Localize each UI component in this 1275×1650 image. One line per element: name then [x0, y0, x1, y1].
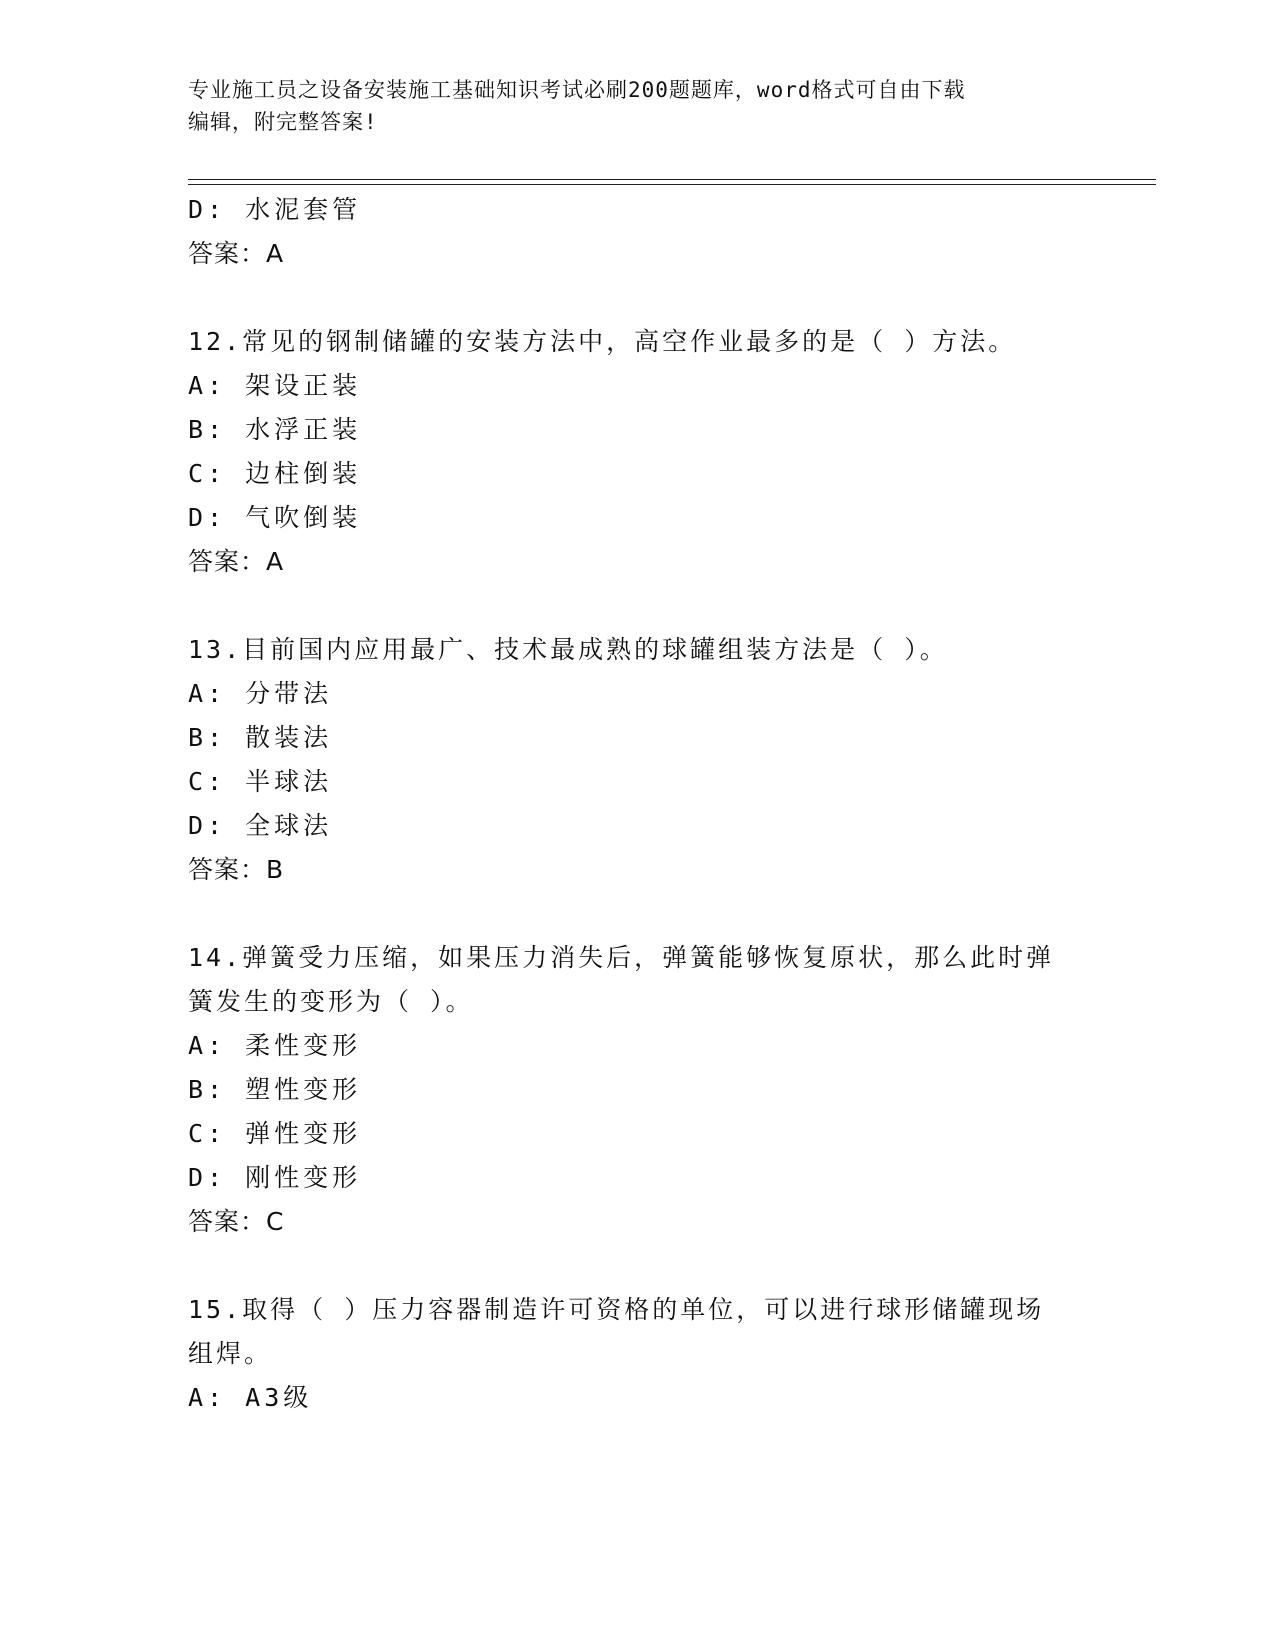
question-14-text-line-2: 簧发生的变形为（ ）。: [188, 987, 474, 1016]
question-14-option-b: B: 塑性变形: [188, 1075, 362, 1104]
question-15-text-line-1: 15.取得（ ）压力容器制造许可资格的单位，可以进行球形储罐现场: [188, 1295, 1045, 1324]
question-15-option-a: A: A3级: [188, 1383, 313, 1412]
question-14-option-d: D: 刚性变形: [188, 1163, 362, 1192]
question-13-option-b: B: 散装法: [188, 723, 333, 752]
question-14-answer: 答案：C: [188, 1207, 285, 1236]
question-14-text-line-1: 14.弹簧受力压缩，如果压力消失后，弹簧能够恢复原状，那么此时弹: [188, 943, 1055, 972]
question-12-option-c: C: 边柱倒装: [188, 459, 362, 488]
question-12-option-a: A: 架设正装: [188, 371, 362, 400]
question-12-option-d: D: 气吹倒装: [188, 503, 362, 532]
header-divider-bottom: [188, 184, 1156, 185]
header-title-line-1: 专业施工员之设备安装施工基础知识考试必刷200题题库，word格式可自由下载: [188, 78, 966, 102]
question-12-option-b: B: 水浮正装: [188, 415, 362, 444]
question-14-option-c: C: 弹性变形: [188, 1119, 362, 1148]
question-14-option-a: A: 柔性变形: [188, 1031, 362, 1060]
document-header: [188, 74, 1088, 138]
header-title-line-2: 编辑，附完整答案!: [188, 110, 378, 134]
question-13-answer: 答案：B: [188, 855, 285, 884]
question-13-option-a: A: 分带法: [188, 679, 333, 708]
prev-option-d: D: 水泥套管: [188, 195, 362, 224]
header-divider-top: [188, 179, 1156, 180]
question-13-text: 13.目前国内应用最广、技术最成熟的球罐组装方法是（ ）。: [188, 635, 948, 664]
question-13-option-d: D: 全球法: [188, 811, 333, 840]
question-15-text-line-2: 组焊。: [188, 1339, 273, 1368]
prev-answer: 答案：A: [188, 239, 285, 268]
question-13-option-c: C: 半球法: [188, 767, 333, 796]
question-12-text: 12.常见的钢制储罐的安装方法中，高空作业最多的是（ ）方法。: [188, 327, 1017, 356]
question-12-answer: 答案：A: [188, 547, 285, 576]
